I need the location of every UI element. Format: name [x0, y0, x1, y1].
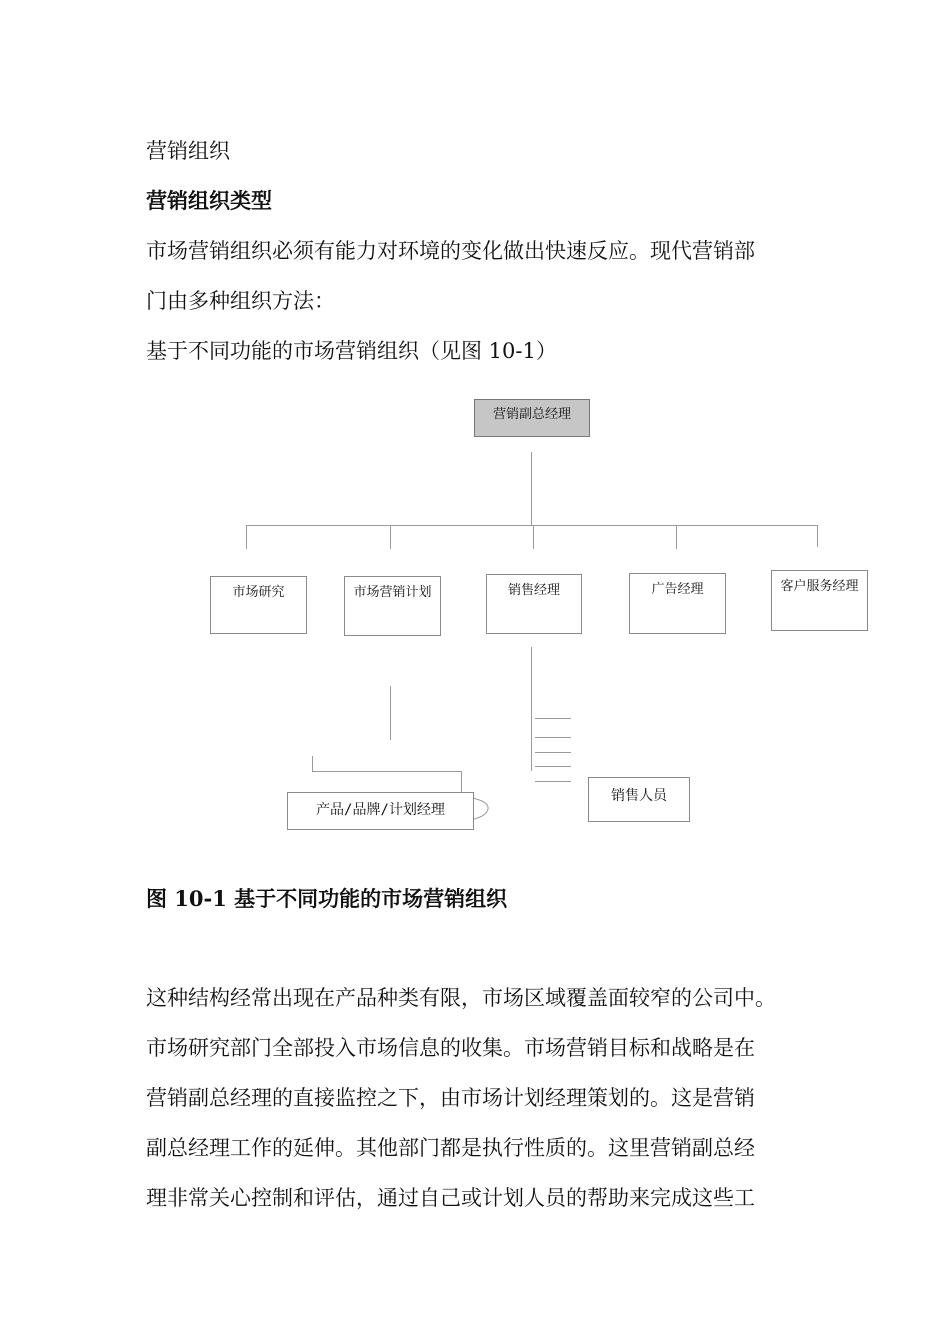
org-node-department: 客户服务经理	[771, 570, 868, 631]
section-title: 营销组织	[146, 139, 230, 163]
org-node-department: 市场研究	[210, 576, 307, 634]
connector-line	[535, 781, 571, 782]
connector-line	[312, 756, 313, 772]
org-node-department: 广告经理	[629, 573, 726, 634]
body-line: 营销副总经理的直接监控之下，由市场计划经理策划的。这是营销	[146, 1086, 755, 1110]
connector-line	[676, 525, 677, 549]
connector-line	[535, 752, 571, 753]
connector-line	[535, 737, 571, 738]
connector-line	[817, 525, 818, 547]
connector-line	[535, 718, 571, 719]
intro-line: 市场营销组织必须有能力对环境的变化做出快速反应。现代营销部	[146, 239, 755, 263]
connector-line	[461, 771, 462, 793]
subtitle: 营销组织类型	[146, 188, 272, 213]
org-node-sales-staff: 销售人员	[588, 777, 690, 822]
connector-line	[531, 452, 532, 525]
connector-line	[390, 686, 391, 740]
connector-line	[533, 525, 534, 549]
figure-caption: 图 10-1 基于不同功能的市场营销组织	[146, 886, 508, 911]
connector-line	[535, 766, 571, 767]
connector-line	[246, 525, 247, 549]
connector-line	[531, 647, 532, 771]
body-line: 理非常关心控制和评估，通过自己或计划人员的帮助来完成这些工	[146, 1186, 755, 1210]
connector-line	[312, 771, 462, 772]
org-node-top: 营销副总经理	[474, 399, 590, 437]
connector-line	[246, 525, 818, 526]
intro-line: 基于不同功能的市场营销组织（见图 10-1）	[146, 339, 557, 363]
org-node-department: 销售经理	[486, 574, 582, 634]
body-line: 副总经理工作的延伸。其他部门都是执行性质的。这里营销副总经	[146, 1136, 755, 1160]
org-node-department: 市场营销计划	[344, 576, 441, 636]
body-line: 这种结构经常出现在产品种类有限，市场区域覆盖面较窄的公司中。	[146, 986, 776, 1010]
intro-line: 门由多种组织方法：	[146, 289, 335, 313]
connector-line	[390, 525, 391, 549]
body-line: 市场研究部门全部投入市场信息的收集。市场营销目标和战略是在	[146, 1036, 755, 1060]
org-node-product-manager: 产品/品牌/计划经理	[287, 792, 474, 830]
